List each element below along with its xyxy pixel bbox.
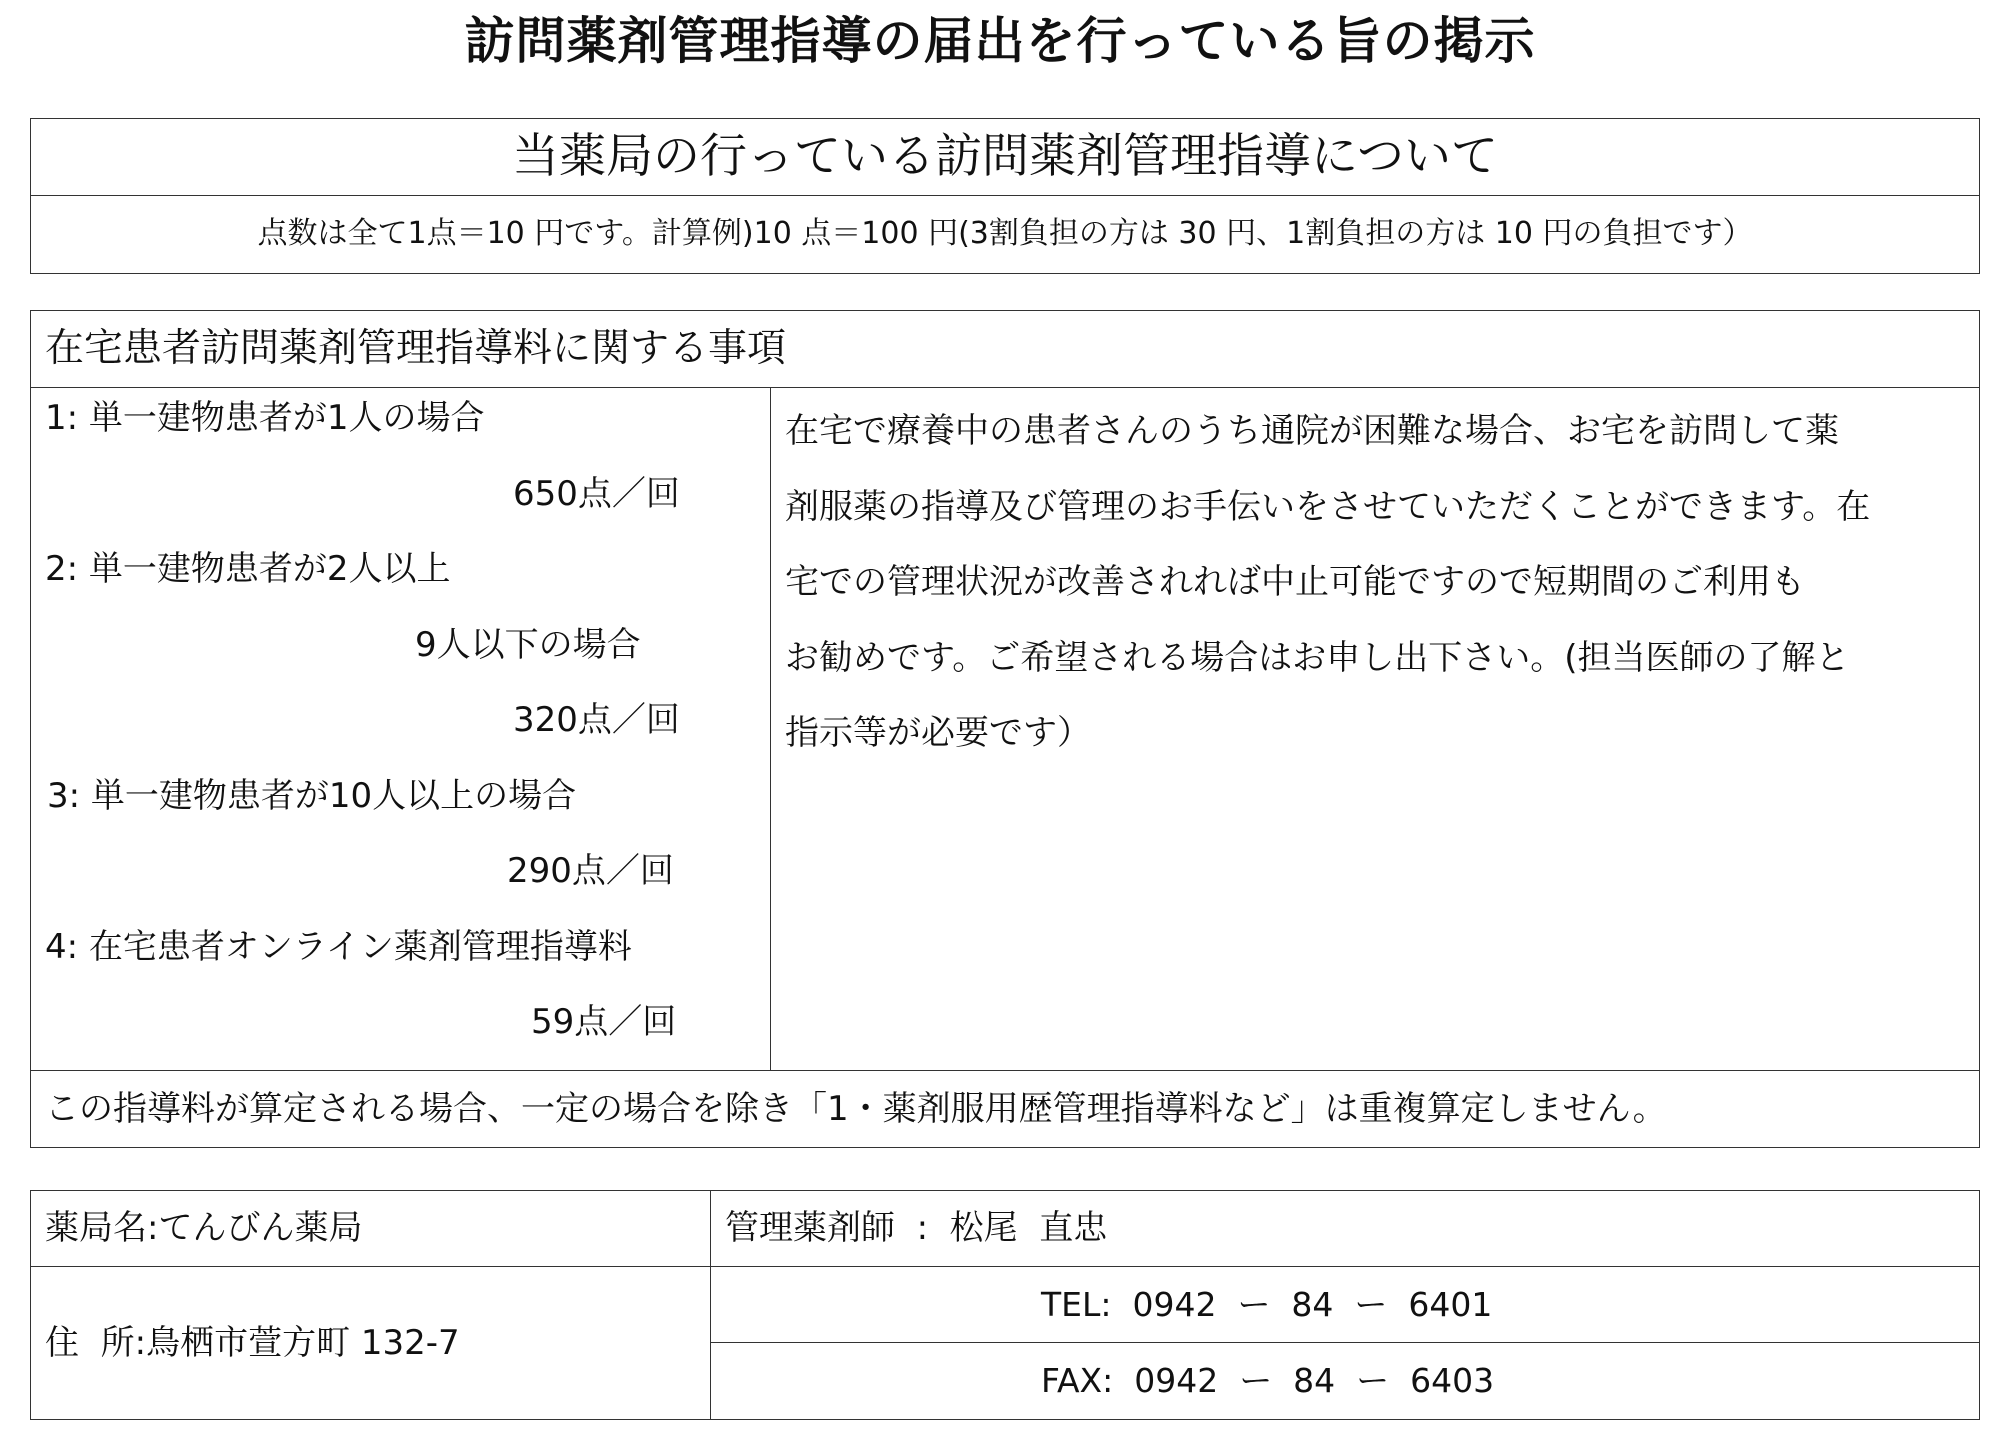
pharmacy-address: 住 所:鳥栖市萱方町 132-7 bbox=[31, 1267, 711, 1419]
description-line: 在宅で療養中の患者さんのうち通院が困難な場合、お宅を訪問して薬 bbox=[785, 411, 1839, 451]
home-visit-footnote: この指導料が算定される場合、一定の場合を除き「1・薬剤服用歴管理指導料など」は重複算定しません。 bbox=[31, 1070, 1979, 1147]
service-description bbox=[771, 388, 1979, 1076]
fee-list bbox=[31, 388, 771, 1070]
fee-item-points: 320点／回 bbox=[513, 700, 680, 740]
fee-item-label: 1: 単一建物患者が1人の場合 bbox=[45, 398, 485, 438]
description-line: お勧めです。ご希望される場合はお申し出下さい。(担当医師の了解と bbox=[785, 637, 1850, 678]
fee-item-points: 59点／回 bbox=[531, 1002, 677, 1042]
fee-item-label-cont: 9人以下の場合 bbox=[415, 625, 641, 665]
description-line: 指示等が必要です） bbox=[785, 713, 1091, 753]
fee-item-label: 3: 単一建物患者が10人以上の場合 bbox=[47, 776, 577, 816]
pharmacist-name: 管理薬剤師 : 松尾 直忠 bbox=[725, 1208, 1108, 1248]
pharmacy-name-row bbox=[31, 1191, 1979, 1267]
pharmacy-name: 薬局名:てんびん薬局 bbox=[31, 1191, 711, 1266]
page-title: 訪問薬剤管理指導の届出を行っている旨の掲示 bbox=[464, 12, 1536, 70]
fee-item-label: 4: 在宅患者オンライン薬剤管理指導料 bbox=[45, 927, 632, 967]
pharmacy-fax: FAX: 0942 ー 84 ー 6403 bbox=[1041, 1361, 1495, 1400]
notice-box bbox=[30, 118, 1980, 274]
home-visit-content bbox=[31, 388, 1979, 1070]
notice-heading: 当薬局の行っている訪問薬剤管理指導について bbox=[31, 119, 1979, 196]
home-visit-heading: 在宅患者訪問薬剤管理指導料に関する事項 bbox=[31, 311, 1979, 388]
pharmacy-tel: TEL: 0942 ー 84 ー 6401 bbox=[711, 1267, 1979, 1343]
description-line: 宅での管理状況が改善されれば中止可能ですので短期間のご利用も bbox=[785, 562, 1805, 602]
home-visit-box bbox=[30, 310, 1980, 1148]
fee-item-label: 2: 単一建物患者が2人以上 bbox=[45, 549, 451, 589]
points-note: 点数は全て1点＝10 円です。計算例)10 点＝100 円(3割負担の方は 30 円、1割負担の方は 10 円の負担です） bbox=[257, 216, 1753, 251]
fee-item-points: 650点／回 bbox=[513, 474, 680, 514]
pharmacy-info-box bbox=[30, 1190, 1980, 1420]
fee-item-points: 290点／回 bbox=[507, 851, 674, 891]
description-line: 剤服薬の指導及び管理のお手伝いをさせていただくことができます。在 bbox=[785, 486, 1871, 527]
